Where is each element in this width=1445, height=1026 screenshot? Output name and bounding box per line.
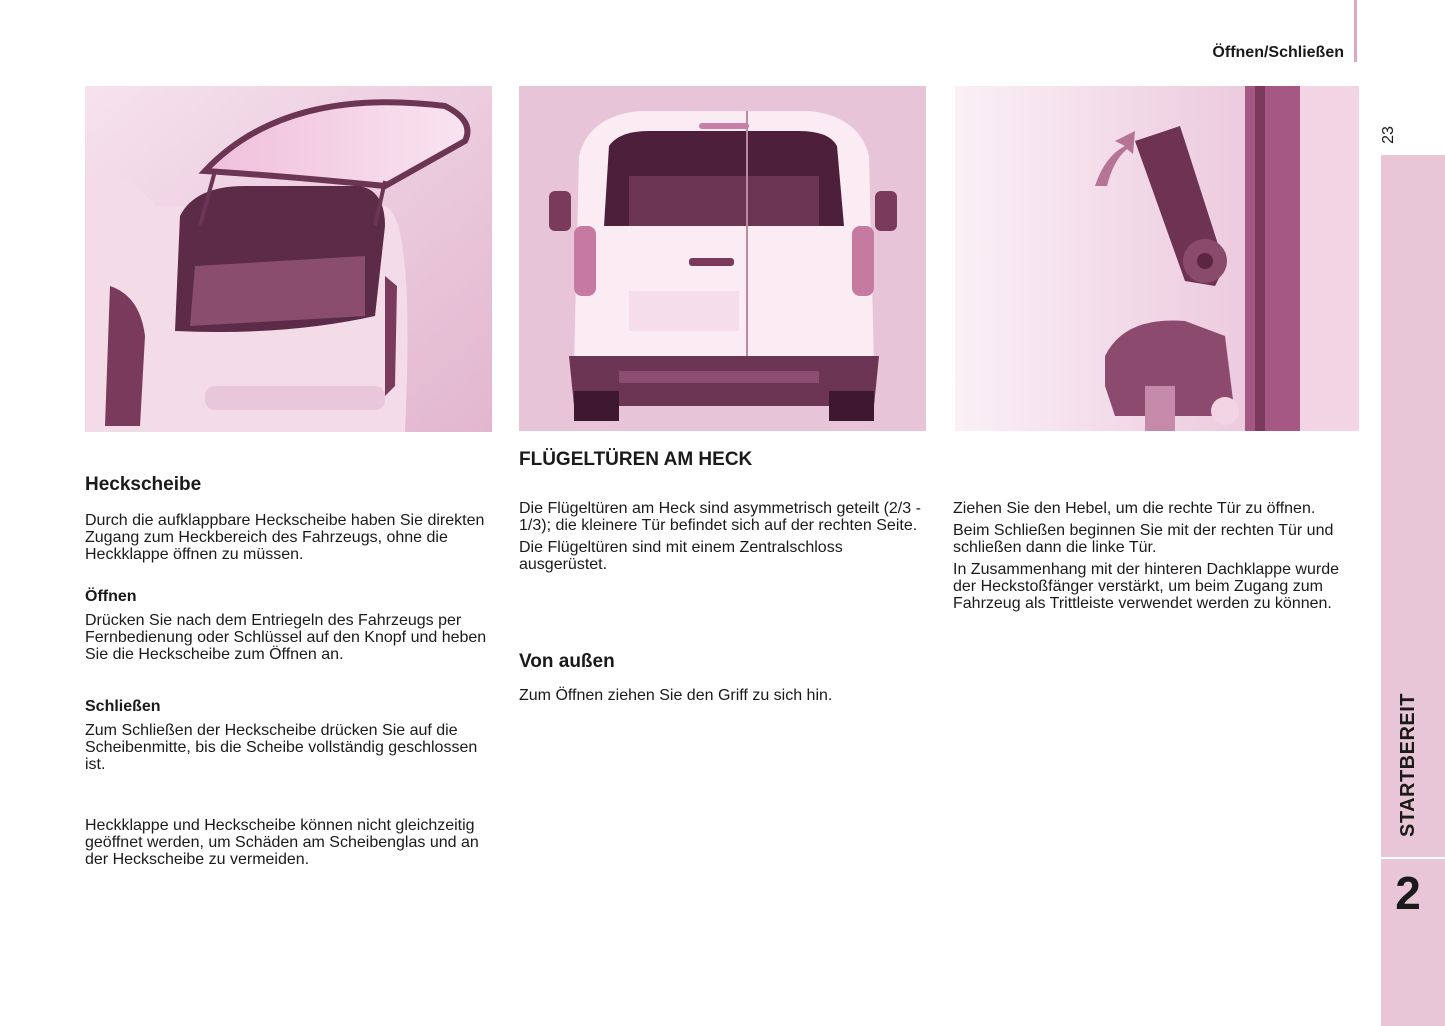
- rear-doors-p1: Die Flügeltüren am Heck sind asymmetrisch geteilt (2/3 - 1/3); die kleinere Tür befindet sich auf der rechten Seite.: [519, 500, 921, 534]
- rear-doors-illustration: [519, 86, 926, 431]
- rear-window-note-block: [85, 817, 495, 873]
- close-heading: Schließen: [85, 698, 161, 715]
- rear-window-close-block: [85, 698, 495, 778]
- chapter-number: 2: [1395, 867, 1421, 919]
- outside-block: [519, 653, 929, 709]
- lever-text-block: [953, 500, 1363, 617]
- page-number: 23: [1380, 126, 1397, 144]
- lever-p3: In Zusammenhang mit der hinteren Dachklappe wurde der Heckstoßfänger verstärkt, um beim Zugang zum Fahrzeug als Trittleiste verwendet werden zu können.: [953, 561, 1339, 612]
- outside-text: Zum Öffnen ziehen Sie den Griff zu sich hin.: [519, 687, 833, 704]
- close-text: Zum Schließen der Heckscheibe drücken Sie auf die Scheibenmitte, bis die Scheibe vollständig geschlossen ist.: [85, 722, 478, 773]
- rear-window-heading: Heckscheibe: [85, 474, 202, 495]
- rear-doors-heading-block: [519, 451, 929, 468]
- rear-window-open-block: [85, 588, 495, 668]
- rear-window-intro: Durch die aufklappbare Heckscheibe haben Sie direkten Zugang zum Heckbereich des Fahrzeugs, ohne die Heckklappe öffnen zu müssen.: [85, 512, 485, 563]
- open-heading: Öffnen: [85, 588, 137, 605]
- door-lever-illustration: [955, 86, 1359, 431]
- outside-heading: Von außen: [519, 651, 615, 672]
- lever-p1: Ziehen Sie den Hebel, um die rechte Tür zu öffnen.: [953, 500, 1316, 517]
- chapter-tab-label: STARTBEREIT: [1397, 692, 1419, 837]
- rear-window-note: Heckklappe und Heckscheibe können nicht gleichzeitig geöffnet werden, um Schäden am Scheibenglas und an der Heckscheibe zu vermeiden.: [85, 817, 479, 868]
- rear-doors-p2: Die Flügeltüren sind mit einem Zentralschloss ausgerüstet.: [519, 539, 843, 573]
- column-rear-window: [85, 476, 495, 493]
- rear-doors-heading: FLÜGELTÜREN AM HECK: [519, 449, 753, 470]
- header-divider: [1354, 0, 1357, 62]
- rear-window-illustration: [85, 86, 492, 432]
- page-header-title: Öffnen/Schließen: [1212, 44, 1344, 61]
- open-text: Drücken Sie nach dem Entriegeln des Fahrzeugs per Fernbedienung oder Schlüssel auf den Knopf und heben Sie die Heckscheibe zum Öffnen an.: [85, 612, 487, 663]
- rear-doors-text-block: [519, 500, 929, 578]
- lever-p2: Beim Schließen beginnen Sie mit der rechten Tür und schließen dann die linke Tür.: [953, 522, 1334, 556]
- rear-window-intro-block: [85, 512, 495, 568]
- chapter-tab-divider: [1381, 857, 1445, 859]
